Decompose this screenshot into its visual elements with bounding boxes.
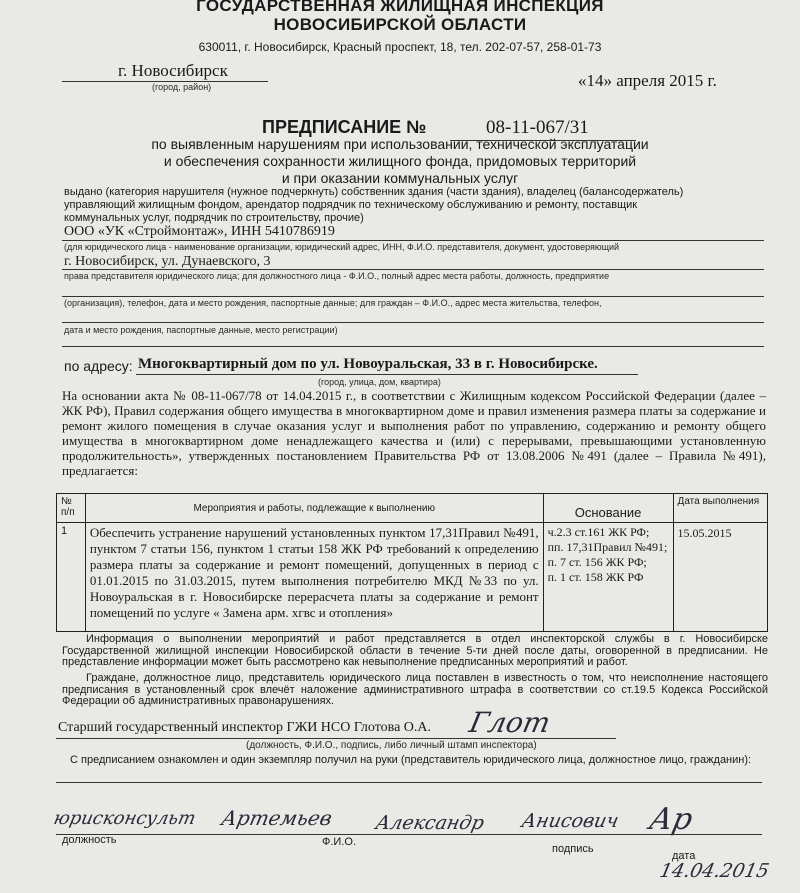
city: г. Новосибирск bbox=[118, 61, 228, 80]
inspector-signature: Глот bbox=[466, 706, 554, 739]
agency-address: 630011, г. Новосибирск, Красный проспект, 18, тел. 202-07-57, 258-01-73 bbox=[198, 40, 602, 54]
handwritten-patronymic: Анисович bbox=[519, 810, 621, 832]
row-num: 1 bbox=[57, 523, 86, 632]
organization-caption: (для юридического лица - наименование организации, юридический адрес, ИНН, Ф.И.О. представителя, документ, удостоверяющий bbox=[64, 242, 620, 252]
address-label: по адресу: bbox=[64, 358, 133, 374]
handwritten-signature: Ар bbox=[646, 802, 696, 837]
info-paragraph-1: Информация о выполнении мероприятий и работ представляется в отдел инспекторской службы в г. Новосибирске Государственной жилищной инспекции Новосибирской области в течение 5-ти дней после даты, оговоренной в предписании. Не представление информации может быть рассмотрено как невыполнение предписанных мероприятий и работ. bbox=[62, 633, 768, 668]
basis-paragraph: На основании акта № 08-11-067/78 от 14.04.2015 г., в соответствии с Жилищным кодексом Российской Федерации (далее – ЖК РФ), Правил содержания общего имущества в многоквартирном доме и правил изменения размера платы за содержание и ремонт жилого помещения в случае оказания услуг и выполнения работ по управлению, содержанию и ремонту общего имущества в многоквартирном доме ненадлежащего качества и (или) с перерывами, превышающими установленную продолжительность», утвержденных постановлением Правительства РФ от 13.08.2006 №491 (далее – Правила №491), предлагается: bbox=[62, 388, 766, 478]
title-label: ПРЕДПИСАНИЕ № bbox=[262, 117, 427, 137]
caption-name: Ф.И.О. bbox=[322, 836, 356, 848]
issued-line1: выдано (категория нарушителя (нужное подчеркнуть) собственник здания (части здания), владелец (балансодержатель) bbox=[64, 186, 684, 198]
title-sub1: по выявленным нарушениям при использовании, технической эксплуатации bbox=[151, 136, 649, 152]
issued-line2: управляющий жилищным фондом, арендатор подрядчик по техническому обслуживанию и ремонту, поставщик bbox=[64, 199, 638, 211]
table-header-row bbox=[57, 494, 768, 523]
document-date: «14» апреля 2015 г. bbox=[578, 71, 717, 90]
row-basis bbox=[543, 523, 673, 632]
caption-line4: дата и место рождения, паспортные данные, место регистрации) bbox=[64, 325, 338, 335]
caption-line3: (организация), телефон, дата и место рождения, паспортные данные; для граждан – Ф.И.О., адрес места жительства, телефон, bbox=[64, 298, 602, 308]
info-paragraph-2: Граждане, должностное лицо, представитель юридического лица поставлен в известность о том, что неисполнение настоящего предписания в установленный срок влечёт наложение административного штрафа в соответствии со ст.19.5 Кодекса Российской Федерации об административных правонарушениях. bbox=[62, 672, 768, 707]
handwritten-date: 14.04.2015 bbox=[657, 860, 772, 882]
inspector: Старший государственный инспектор ГЖИ НСО Глотова О.А. bbox=[58, 720, 432, 735]
caption-position: должность bbox=[62, 834, 117, 846]
basis-item: пп. 17,31Правил №491; bbox=[547, 540, 668, 554]
agency-name-line2: НОВОСИБИРСКОЙ ОБЛАСТИ bbox=[273, 15, 527, 34]
header-num: № п/п bbox=[57, 494, 86, 523]
measures-table bbox=[56, 493, 768, 632]
prescription-number: 08-11-067/31 bbox=[486, 117, 589, 138]
header-measures: Мероприятия и работы, подлежащие к выполнению bbox=[85, 494, 543, 523]
organization-address: г. Новосибирск, ул. Дунаевского, 3 bbox=[64, 254, 271, 269]
inspector-caption: (должность, Ф.И.О., подпись, либо личный штамп инспектора) bbox=[246, 740, 537, 751]
object-address: Многоквартирный дом по ул. Новоуральская, 33 в г. Новосибирске. bbox=[138, 356, 598, 372]
basis-item: п. 7 ст. 156 ЖК РФ; bbox=[547, 555, 647, 569]
object-address-caption: (город, улица, дом, квартира) bbox=[318, 377, 441, 387]
basis-item: ч.2.3 ст.161 ЖК РФ; bbox=[547, 525, 650, 539]
address-caption: права представителя юридического лица; для должностного лица - Ф.И.О., полный адрес места работы, должность, предприятие bbox=[64, 271, 610, 281]
row-date: 15.05.2015 bbox=[673, 523, 767, 632]
handwritten-first-name: Александр bbox=[373, 812, 487, 834]
caption-signature: подпись bbox=[552, 843, 594, 855]
title-sub2: и обеспечения сохранности жилищного фонда, придомовых территорий bbox=[163, 153, 637, 169]
header-date: Дата выполнения bbox=[673, 494, 767, 523]
issued-line3: коммунальных услуг, подрядчик по строительству, прочие) bbox=[64, 212, 364, 224]
table-row bbox=[57, 523, 768, 632]
handwritten-position: юрисконсульт bbox=[51, 808, 198, 829]
acquaint-text: С предписанием ознакомлен и один экземпляр получил на руки (представитель юридического лица, должностное лицо, гражданин): bbox=[70, 754, 752, 766]
handwritten-surname: Артемьев bbox=[219, 806, 335, 830]
caption-date: дата bbox=[672, 850, 696, 862]
basis-item: п. 1 ст. 158 ЖК РФ bbox=[547, 570, 644, 584]
title-sub3: и при оказании коммунальных услуг bbox=[281, 170, 519, 186]
header-basis: Основание bbox=[543, 494, 673, 523]
city-caption: (город, район) bbox=[152, 82, 212, 92]
agency-name-line1: ГОСУДАРСТВЕННАЯ ЖИЛИЩНАЯ ИНСПЕКЦИЯ bbox=[196, 0, 604, 15]
row-measures: Обеспечить устранение нарушений установленных пунктом 17,31Правил №491, пунктом 7 статьи 156, пунктом 1 статьи 158 ЖК РФ требований к определению размера платы за содержание и ремонт помещений, допущенных в период с 01.01.2015 по 31.03.2015, путем выполнения потребителю МКД №33 по ул. Новоуральская в г. Новосибирске перерасчета платы за содержание и ремонт помещений по услуге « Замена арм. хгвс и отопления» bbox=[85, 523, 543, 632]
organization: ООО «УК «Строймонтаж», ИНН 5410786919 bbox=[64, 224, 335, 239]
